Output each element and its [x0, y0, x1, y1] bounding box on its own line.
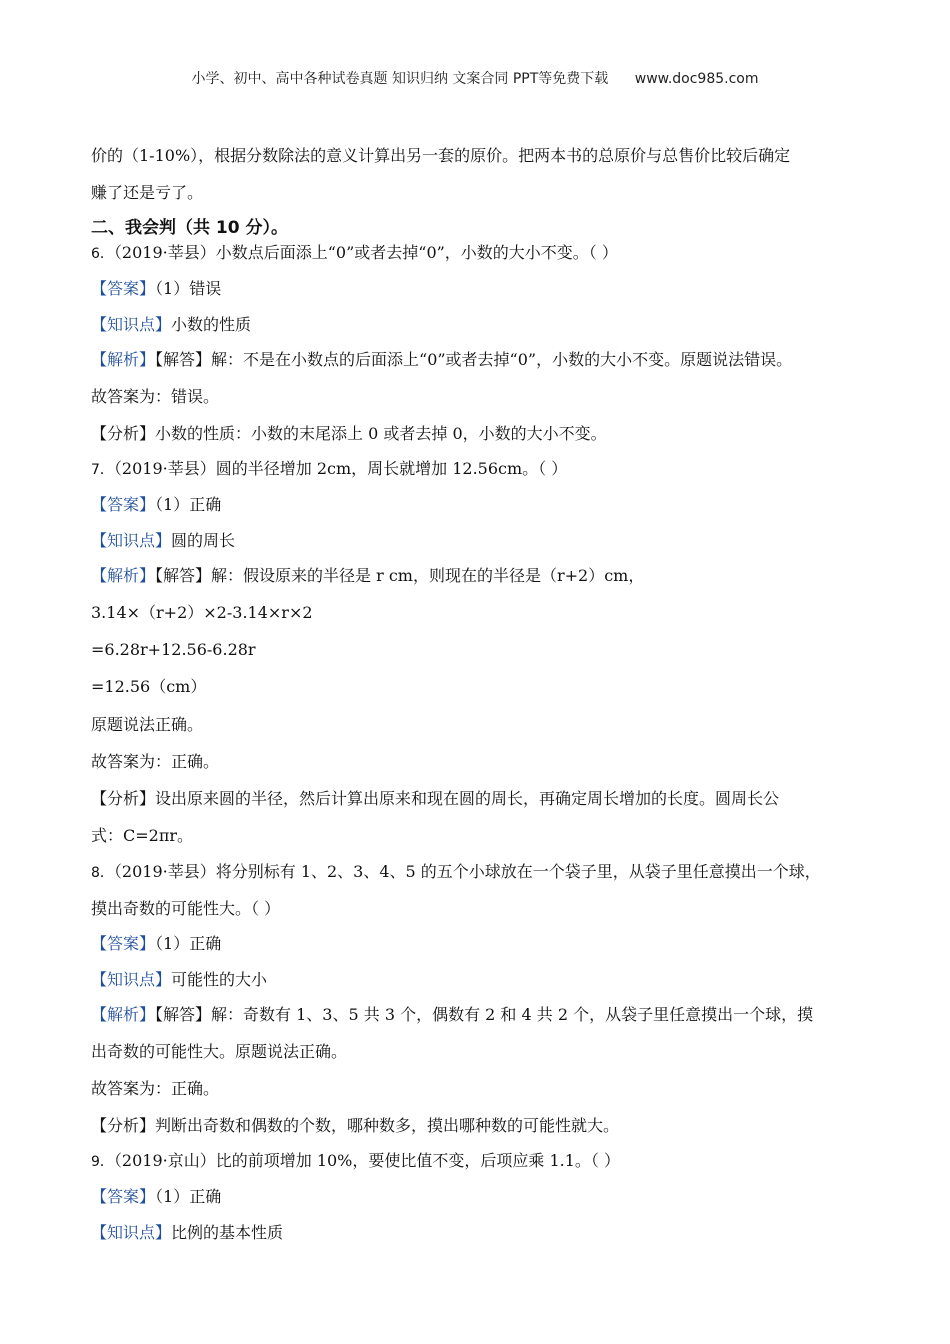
question-number: 7．: [91, 462, 114, 478]
section-title: 二、我会判（共 10 分）。: [91, 218, 288, 238]
fenxi-text: 【分析】设出原来圆的半径，然后计算出原来和现在圆的周长，再确定周长增加的长度。圆周长公: [91, 789, 780, 808]
knowledge-text: 小数的性质: [171, 315, 252, 334]
text-line: 价的（1-10%），根据分数除法的意义计算出另一套的原价。把两本书的总原价与总售价比较后确定: [91, 146, 791, 165]
question-number: 9．: [91, 1154, 114, 1170]
knowledge-row: [91, 315, 251, 335]
knowledge-row: [91, 531, 235, 551]
answer-row: [91, 279, 221, 299]
knowledge-text: 比例的基本性质: [171, 1223, 284, 1242]
question-6: [91, 243, 618, 264]
knowledge-tag: 【知识点】: [91, 531, 172, 550]
knowledge-tag: 【知识点】: [91, 970, 172, 989]
fenxi-text: 【分析】小数的性质：小数的末尾添上 0 或者去掉 0，小数的大小不变。: [91, 424, 607, 443]
knowledge-text: 圆的周长: [171, 531, 236, 550]
fenxi-text: 式：C=2πr。: [91, 826, 193, 845]
knowledge-text: 可能性的大小: [171, 970, 268, 989]
analysis-text: 【解答】解：假设原来的半径是 r cm，则现在的半径是（r+2）cm，: [155, 566, 645, 585]
analysis-tag: 【解析】: [91, 1005, 156, 1024]
knowledge-tag: 【知识点】: [91, 315, 172, 334]
statement-text: 原题说法正确。: [91, 715, 204, 734]
analysis-text: 【解答】解：不是在小数点的后面添上“0”或者去掉“0”，小数的大小不变。原题说法错误。: [155, 350, 793, 369]
analysis-row: [91, 350, 792, 370]
text-line: 赚了还是亏了。: [91, 183, 204, 202]
answer-text: （1）正确: [155, 934, 222, 953]
answer-tag: 【答案】: [91, 934, 156, 953]
answer-tag: 【答案】: [91, 1187, 156, 1206]
knowledge-row: [91, 1223, 283, 1243]
analysis-tag: 【解析】: [91, 566, 156, 585]
answer-row: [91, 495, 221, 515]
question-8: [91, 862, 821, 883]
question-number: 6．: [91, 246, 114, 262]
question-9: [91, 1151, 620, 1172]
conclusion-text: 故答案为：正确。: [91, 752, 220, 771]
question-text: （2019·莘县）圆的半径增加 2cm，周长就增加 12.56cm。（ ）: [113, 459, 568, 478]
knowledge-row: [91, 970, 267, 990]
conclusion-text: 故答案为：正确。: [91, 1079, 220, 1098]
analysis-text: 出奇数的可能性大。原题说法正确。: [91, 1042, 348, 1061]
analysis-row: [91, 566, 644, 586]
calc-line: =6.28r+12.56-6.28r: [91, 640, 256, 659]
header-site: www.doc985.com: [634, 71, 759, 87]
question-text: （2019·京山）比的前项增加 10%，要使比值不变，后项应乘 1.1。（ ）: [113, 1151, 620, 1170]
fenxi-text: 【分析】判断出奇数和偶数的个数，哪种数多，摸出哪种数的可能性就大。: [91, 1116, 620, 1135]
question-7: [91, 459, 567, 480]
answer-text: （1）错误: [155, 279, 222, 298]
analysis-tag: 【解析】: [91, 350, 156, 369]
page-header: [0, 68, 950, 88]
answer-tag: 【答案】: [91, 495, 156, 514]
header-text: 小学、初中、高中各种试卷真题 知识归纳 文案合同 PPT等免费下载: [191, 71, 609, 87]
question-text: （2019·莘县）将分别标有 1、2、3、4、5 的五个小球放在一个袋子里，从袋子里任意摸出一个球，: [113, 862, 821, 881]
question-text: 摸出奇数的可能性大。（ ）: [91, 899, 281, 918]
calc-line: =12.56（cm）: [91, 677, 207, 696]
answer-row: [91, 1187, 221, 1207]
answer-row: [91, 934, 221, 954]
answer-text: （1）正确: [155, 495, 222, 514]
answer-text: （1）正确: [155, 1187, 222, 1206]
answer-tag: 【答案】: [91, 279, 156, 298]
analysis-row: [91, 1005, 813, 1025]
knowledge-tag: 【知识点】: [91, 1223, 172, 1242]
calc-line: 3.14×（r+2）×2-3.14×r×2: [91, 603, 313, 622]
analysis-text: 【解答】解：奇数有 1、3、5 共 3 个，偶数有 2 和 4 共 2 个，从袋子里任意摸出一个球，摸: [155, 1005, 814, 1024]
question-text: （2019·莘县）小数点后面添上“0”或者去掉“0”，小数的大小不变。（ ）: [113, 243, 618, 262]
question-number: 8．: [91, 865, 114, 881]
conclusion-text: 故答案为：错误。: [91, 387, 220, 406]
